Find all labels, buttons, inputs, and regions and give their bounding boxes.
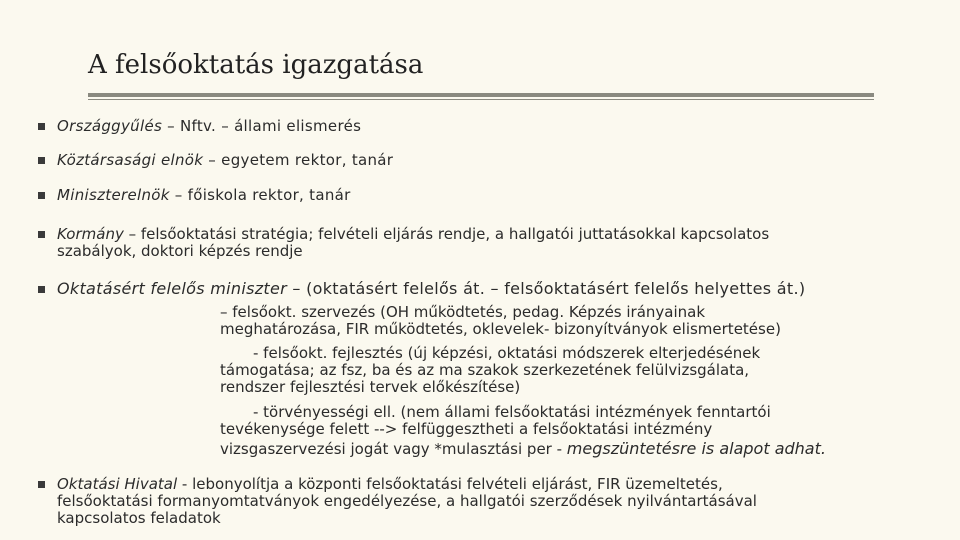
item-text: – (oktatásért felelős át. – felsőoktatásért felelős helyettes át.) — [287, 279, 806, 298]
title-underline-thin — [88, 99, 874, 100]
bullet-square — [38, 481, 45, 488]
list-item — [57, 279, 805, 298]
list-item — [57, 226, 769, 260]
item-text-continued: szabályok, doktori képzés rendje — [57, 242, 303, 260]
item-text-continued: kapcsolatos feladatok — [57, 509, 221, 527]
minister-detail-line: – felsőokt. szervezés (OH működtetés, pedag. Képzés irányainak — [220, 303, 706, 321]
slide-title: A felsőoktatás igazgatása — [88, 50, 424, 80]
bullet-square — [38, 123, 45, 130]
minister-detail-line: tevékenysége felett --> felfüggesztheti a felsőoktatási intézmény — [220, 420, 713, 438]
minister-detail-emphasis: megszüntetésre is alapot adhat. — [566, 439, 826, 458]
item-text: – Nftv. – állami elismerés — [162, 117, 362, 135]
item-text: - lebonyolítja a központi felsőoktatási felvételi eljárást, FIR üzemeltetés, — [177, 475, 723, 493]
item-text-continued: felsőoktatási formanyomtatványok engedélyezése, a hallgatói szerződések nyilvántartásával — [57, 492, 757, 510]
minister-detail-line: - felsőokt. fejlesztés (új képzési, oktatási módszerek elterjedésének — [253, 344, 761, 362]
title-underline-thick — [88, 93, 874, 97]
list-item — [57, 476, 757, 527]
bullet-square — [38, 231, 45, 238]
item-term: Köztársasági elnök — [57, 151, 204, 169]
item-term: Oktatási Hivatal — [57, 475, 178, 493]
item-text: – főiskola rektor, tanár — [169, 186, 351, 204]
list-item — [57, 151, 393, 169]
item-term: Oktatásért felelős miniszter — [57, 279, 288, 298]
bullet-square — [38, 286, 45, 293]
bullet-square — [38, 192, 45, 199]
item-text: – egyetem rektor, tanár — [203, 151, 394, 169]
item-text: – felsőoktatási stratégia; felvételi eljárás rendje, a hallgatói juttatásokkal kapcsolatos — [123, 225, 770, 243]
minister-detail-line: rendszer fejlesztési tervek előkészítése) — [220, 378, 521, 396]
minister-detail-line — [220, 440, 826, 458]
item-term: Országgyűlés — [57, 117, 163, 135]
minister-detail-line: meghatározása, FIR működtetés, oklevelek- bizonyítványok elismertetése) — [220, 320, 781, 338]
list-item — [57, 186, 351, 204]
minister-detail-text: vizsgaszervezési jogát vagy *mulasztási per - — [220, 440, 567, 458]
bullet-square — [38, 157, 45, 164]
list-item — [57, 117, 361, 135]
item-term: Kormány — [57, 225, 124, 243]
minister-detail-line: - törvényességi ell. (nem állami felsőoktatási intézmények fenntartói — [253, 403, 771, 421]
item-term: Miniszterelnök — [57, 186, 170, 204]
minister-detail-line: támogatása; az fsz, ba és az ma szakok szerkezetének felülvizsgálata, — [220, 361, 750, 379]
